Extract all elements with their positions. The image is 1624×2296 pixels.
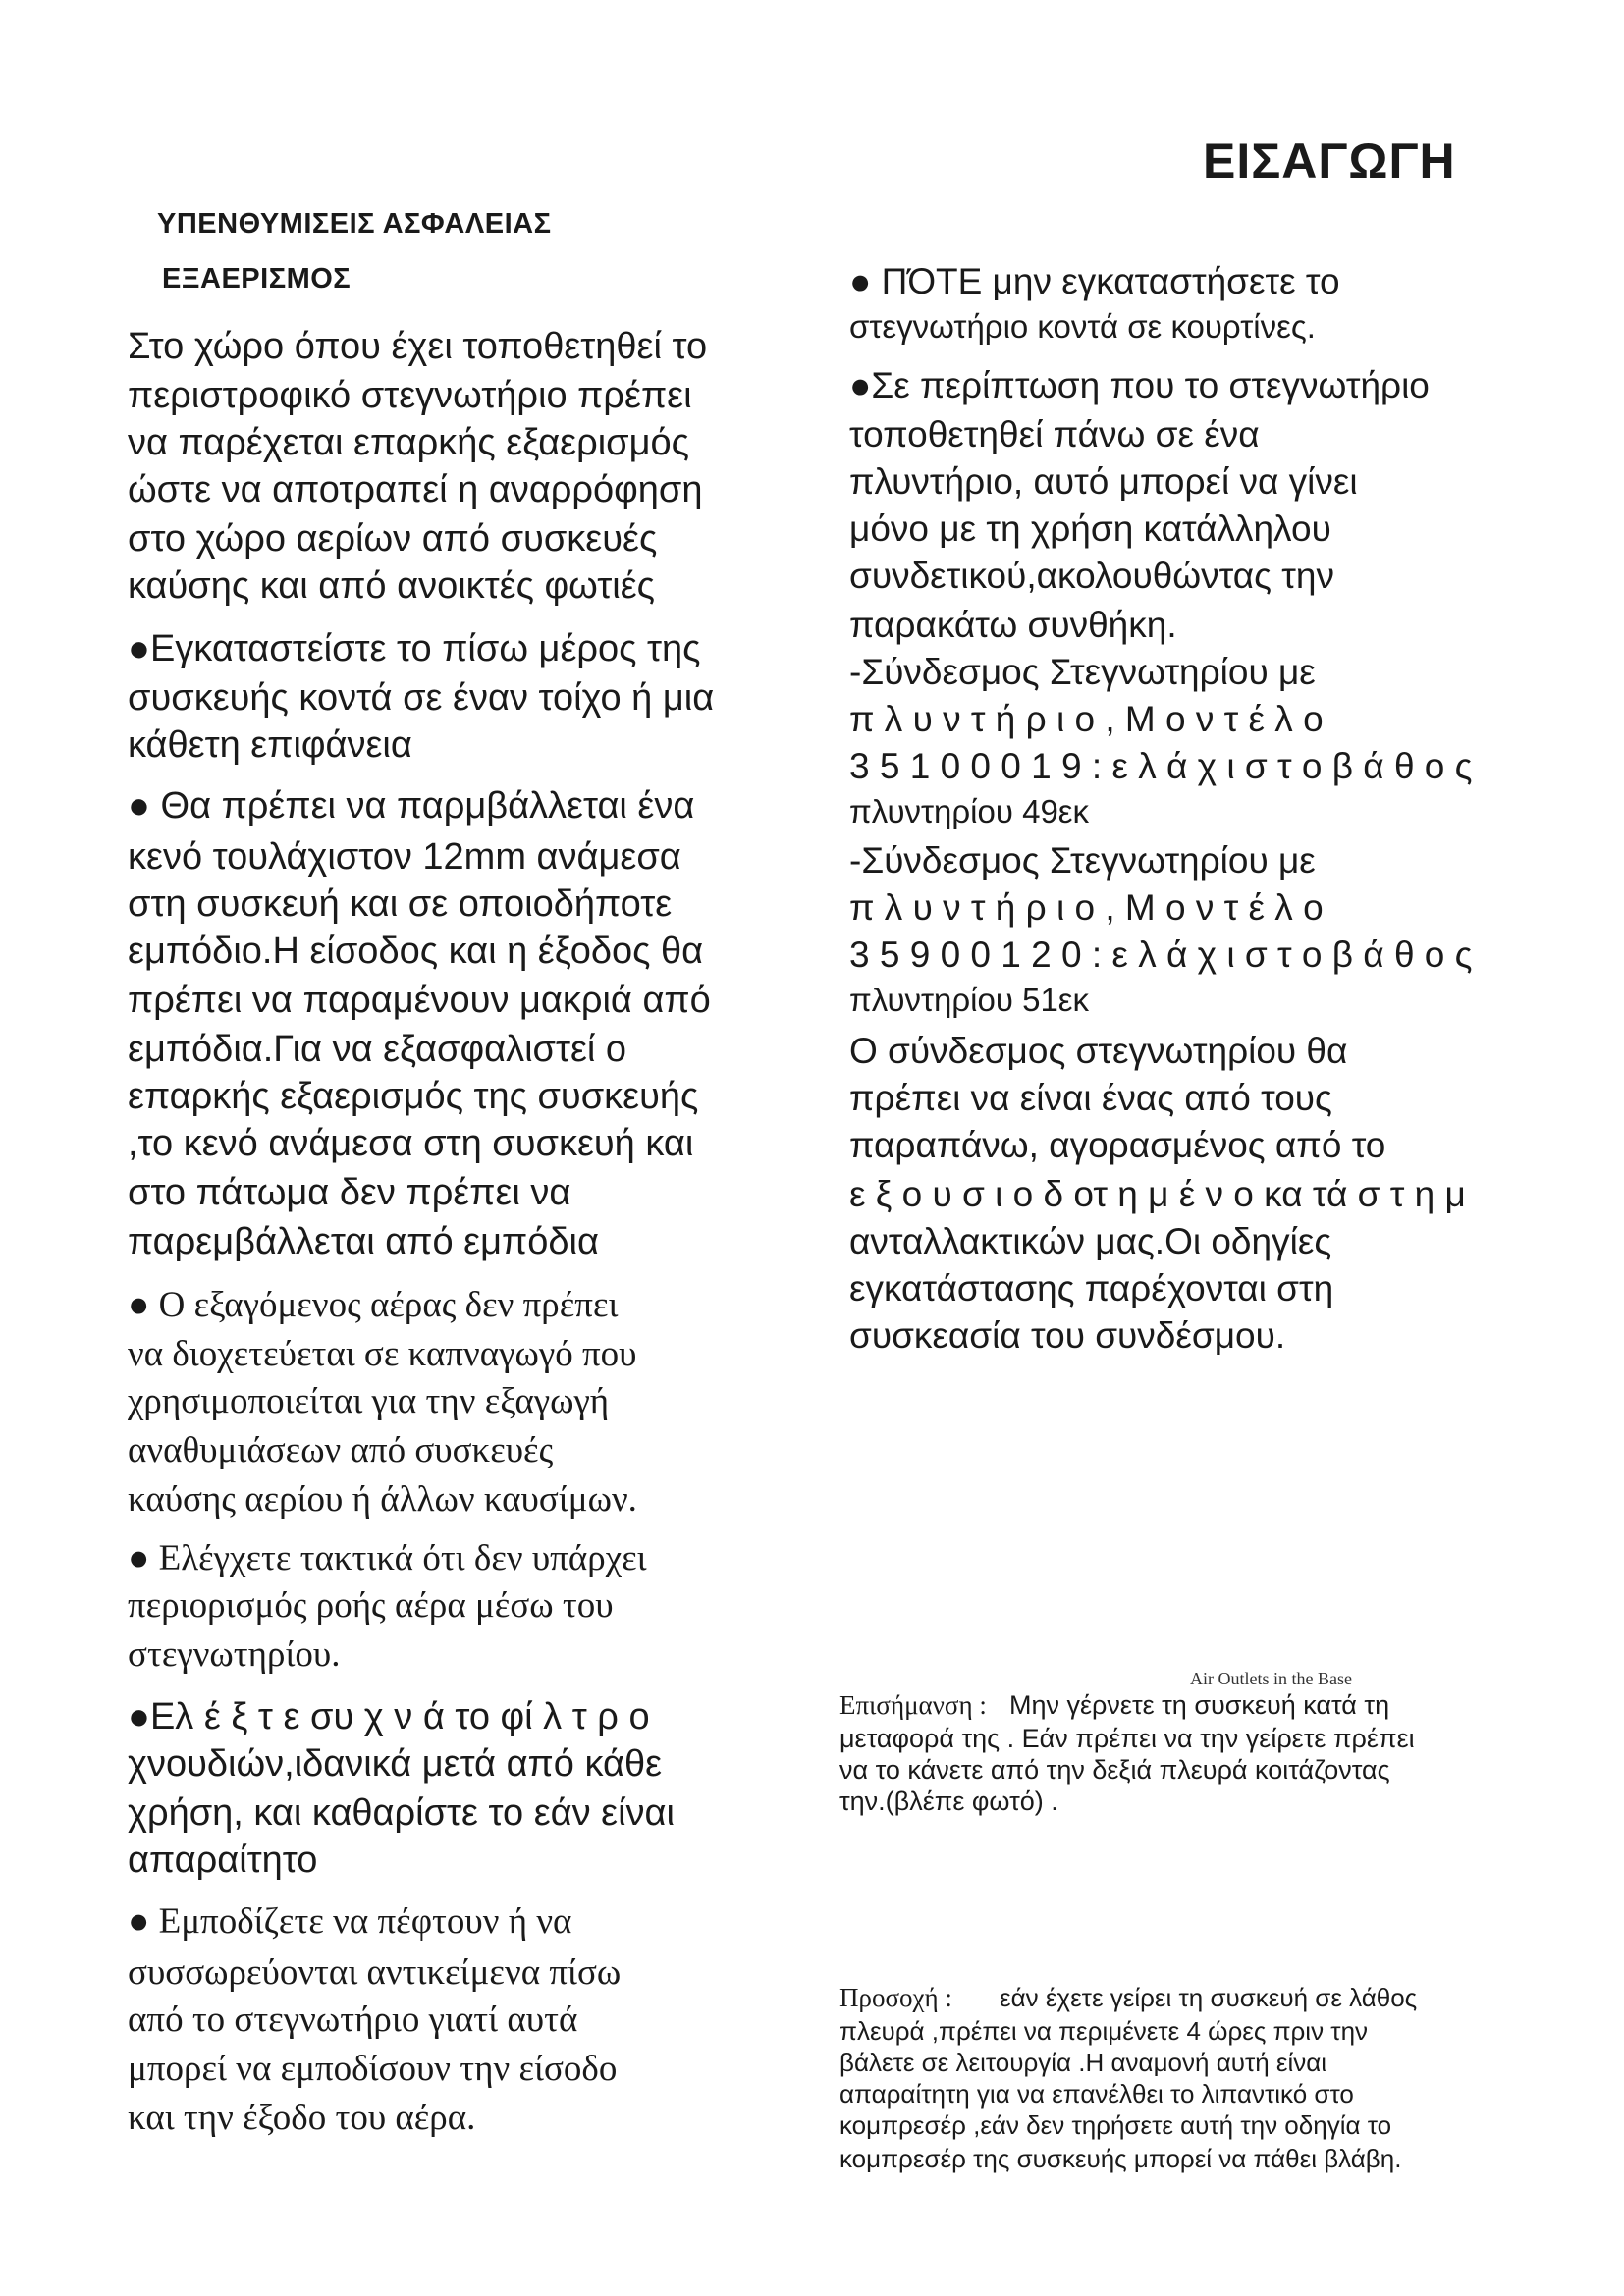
right-column-text-line: μόνο με τη χρήση κατάλληλου <box>849 508 1331 549</box>
right-column-text-line: ●Σε περίπτωση που το στεγνωτήριο <box>849 365 1430 405</box>
left-column-text-line: χνουδιών,ιδανικά μετά από κάθε <box>128 1743 663 1785</box>
left-column-text-line: συσκευής κοντά σε έναν τοίχο ή μια <box>128 677 715 719</box>
left-column-text-line: εμπόδιο.Η είσοδος και η έξοδος θα <box>128 931 704 972</box>
section-heading: ΥΠΕΝΘΥΜΙΣΕΙΣ ΑΣΦΑΛΕΙΑΣ <box>157 208 552 240</box>
right-column-text-line: παραπάνω, αγορασμένος από το <box>849 1125 1386 1165</box>
subsection-heading: ΕΞΑΕΡΙΣΜΟΣ <box>162 263 352 294</box>
right-column-text-line: 3 5 9 0 0 1 2 0 : ε λ ά χ ι σ τ ο β ά θ ο ς <box>849 934 1473 975</box>
left-column-text-line: απαραίτητο <box>128 1840 318 1881</box>
left-column-text-line: ● Ελέγχετε τακτικά ότι δεν υπάρχει <box>128 1538 647 1578</box>
left-column-text-line: και την έξοδο του αέρα. <box>128 2098 476 2138</box>
caution-label: Προσοχή : <box>839 1983 952 2012</box>
right-column-text-line: τοποθετηθεί πάνω σε ένα <box>849 414 1260 454</box>
left-column-text-line: συσσωρεύονται αντικείμενα πίσω <box>128 1952 622 1993</box>
note-text-line: Μην γέρνετε τη συσκευή κατά τη <box>1009 1690 1390 1720</box>
left-column-text-line: κενό τουλάχιστον 12mm ανάμεσα <box>128 836 681 878</box>
caution-text-line: απαραίτητη για να επανέλθει το λιπαντικό στο <box>839 2079 1354 2109</box>
left-column-text-line: ,το κενό ανάμεσα στη συσκευή και <box>128 1123 694 1164</box>
left-column-text-line: στεγνωτηρίου. <box>128 1634 341 1675</box>
left-column-text-line: καύσης αερίου ή άλλων καυσίμων. <box>128 1479 637 1520</box>
caution-text-line: κομπρεσέρ της συσκευής μπορεί να πάθει βλάβη. <box>839 2144 1402 2173</box>
caution-text-line: εάν έχετε γείρει τη συσκευή σε λάθος <box>1000 1983 1418 2012</box>
left-column-text-line: ● Θα πρέπει να παρμβάλλεται ένα <box>128 785 695 827</box>
left-column-text-line: αναθυμιάσεων από συσκευές <box>128 1430 554 1470</box>
right-column-text-line: π λ υ ν τ ή ρ ι ο , Μ ο ν τ έ λ ο <box>849 699 1324 739</box>
left-column-text-line: στο χώρο αερίων από συσκευές <box>128 518 658 560</box>
note-label: Επισήμανση : <box>839 1690 987 1720</box>
right-column-text-line: ε ξ ο υ σ ι ο δ οτ η μ έ ν ο κα τά σ τ η μ <box>849 1174 1466 1214</box>
left-column-text-line: ● Εμποδίζετε να πέφτουν ή να <box>128 1901 572 1942</box>
right-column-text-line: πλυντηρίου 51εκ <box>849 982 1090 1018</box>
left-column-text-line: ●Ελ έ ξ τ ε συ χ ν ά το φί λ τ ρ ο <box>128 1696 650 1737</box>
note-text-line: να το κάνετε από την δεξιά πλευρά κοιτάζοντας <box>839 1755 1390 1785</box>
left-column-text-line: κάθετη επιφάνεια <box>128 724 412 766</box>
left-column-text-line: ώστε να αποτραπεί η αναρρόφηση <box>128 469 703 510</box>
right-column-text-line: -Σύνδεσμος Στεγνωτηρίου με <box>849 652 1316 692</box>
left-column-text-line: στη συσκευή και σε οποιοδήποτε <box>128 883 673 925</box>
left-column-text-line: ●Εγκαταστείστε το πίσω μέρος της <box>128 628 701 669</box>
caution-text-line: πλευρά ,πρέπει να περιμένετε 4 ώρες πριν την <box>839 2016 1369 2046</box>
note-text-line: την.(βλέπε φωτό) . <box>839 1787 1058 1816</box>
left-column-text-line: χρήση, και καθαρίστε το εάν είναι <box>128 1792 675 1834</box>
left-column-text-line: από το στεγνωτήριο γιατί αυτά <box>128 2000 578 2040</box>
right-column-text-line: συνδετικού,ακολουθώντας την <box>849 556 1334 596</box>
left-column-text-line: πρέπει να παραμένουν μακριά από <box>128 980 711 1021</box>
right-column-text-line: ● ΠΌΤΕ μην εγκαταστήσετε το <box>849 261 1340 301</box>
right-column-text-line: πρέπει να είναι ένας από τους <box>849 1078 1332 1118</box>
left-column-text-line: χρησιμοποιείται για την εξαγωγή <box>128 1381 610 1421</box>
left-column-text-line: μπορεί να εμποδίσουν την είσοδο <box>128 2049 618 2089</box>
right-column-text-line: συσκεασία του συνδέσμου. <box>849 1315 1286 1356</box>
left-column-text-line: επαρκής εξαερισμός της συσκευής <box>128 1076 699 1117</box>
right-column-text-line: παρακάτω συνθήκη. <box>849 605 1177 645</box>
right-column-text-line: εγκατάστασης παρέχονται στη <box>849 1268 1334 1308</box>
image-caption: Air Outlets in the Base <box>1190 1669 1352 1688</box>
right-column-text-line: -Σύνδεσμος Στεγνωτηρίου με <box>849 840 1316 881</box>
right-column-text-line: πλυντηρίου 49εκ <box>849 793 1090 829</box>
left-column-text-line: Στο χώρο όπου έχει τοποθετηθεί το <box>128 326 708 367</box>
right-column-text-line: πλυντήριο, αυτό μπορεί να γίνει <box>849 461 1358 502</box>
left-column-text-line: στο πάτωμα δεν πρέπει να <box>128 1172 571 1213</box>
left-column-text-line: περιορισμός ροής αέρα μέσω του <box>128 1585 614 1626</box>
left-column-text-line: καύσης και από ανοικτές φωτιές <box>128 565 655 607</box>
right-column-text-line: π λ υ ν τ ή ρ ι ο , Μ ο ν τ έ λ ο <box>849 887 1324 928</box>
left-column-text-line: να παρέχεται επαρκής εξαερισμός <box>128 422 689 463</box>
page-title: ΕΙΣΑΓΩΓΗ <box>1203 133 1456 188</box>
left-column-text-line: παρεμβάλλεται από εμπόδια <box>128 1221 599 1262</box>
caution-text-line: κομπρεσέρ ,εάν δεν τηρήσετε αυτή την οδηγία το <box>839 2110 1392 2140</box>
left-column-text-line: ● Ο εξαγόμενος αέρας δεν πρέπει <box>128 1285 619 1325</box>
caution-text-line: βάλετε σε λειτουργία .Η αναμονή αυτή είναι <box>839 2048 1327 2077</box>
right-column-text-line: 3 5 1 0 0 0 1 9 : ε λ ά χ ι σ τ ο β ά θ ο ς <box>849 746 1473 786</box>
right-column-text-line: ανταλλακτικών μας.Οι οδηγίες <box>849 1221 1332 1261</box>
right-column-text-line: Ο σύνδεσμος στεγνωτηρίου θα <box>849 1031 1348 1071</box>
note-text-line: μεταφορά της . Εάν πρέπει να την γείρετε πρέπει <box>839 1724 1415 1753</box>
left-column-text-line: να διοχετεύεται σε καπναγωγό που <box>128 1334 637 1374</box>
right-column-text-line: στεγνωτήριο κοντά σε κουρτίνες. <box>849 308 1316 345</box>
left-column-text-line: περιστροφικό στεγνωτήριο πρέπει <box>128 375 692 416</box>
left-column-text-line: εμπόδια.Για να εξασφαλιστεί ο <box>128 1029 627 1070</box>
